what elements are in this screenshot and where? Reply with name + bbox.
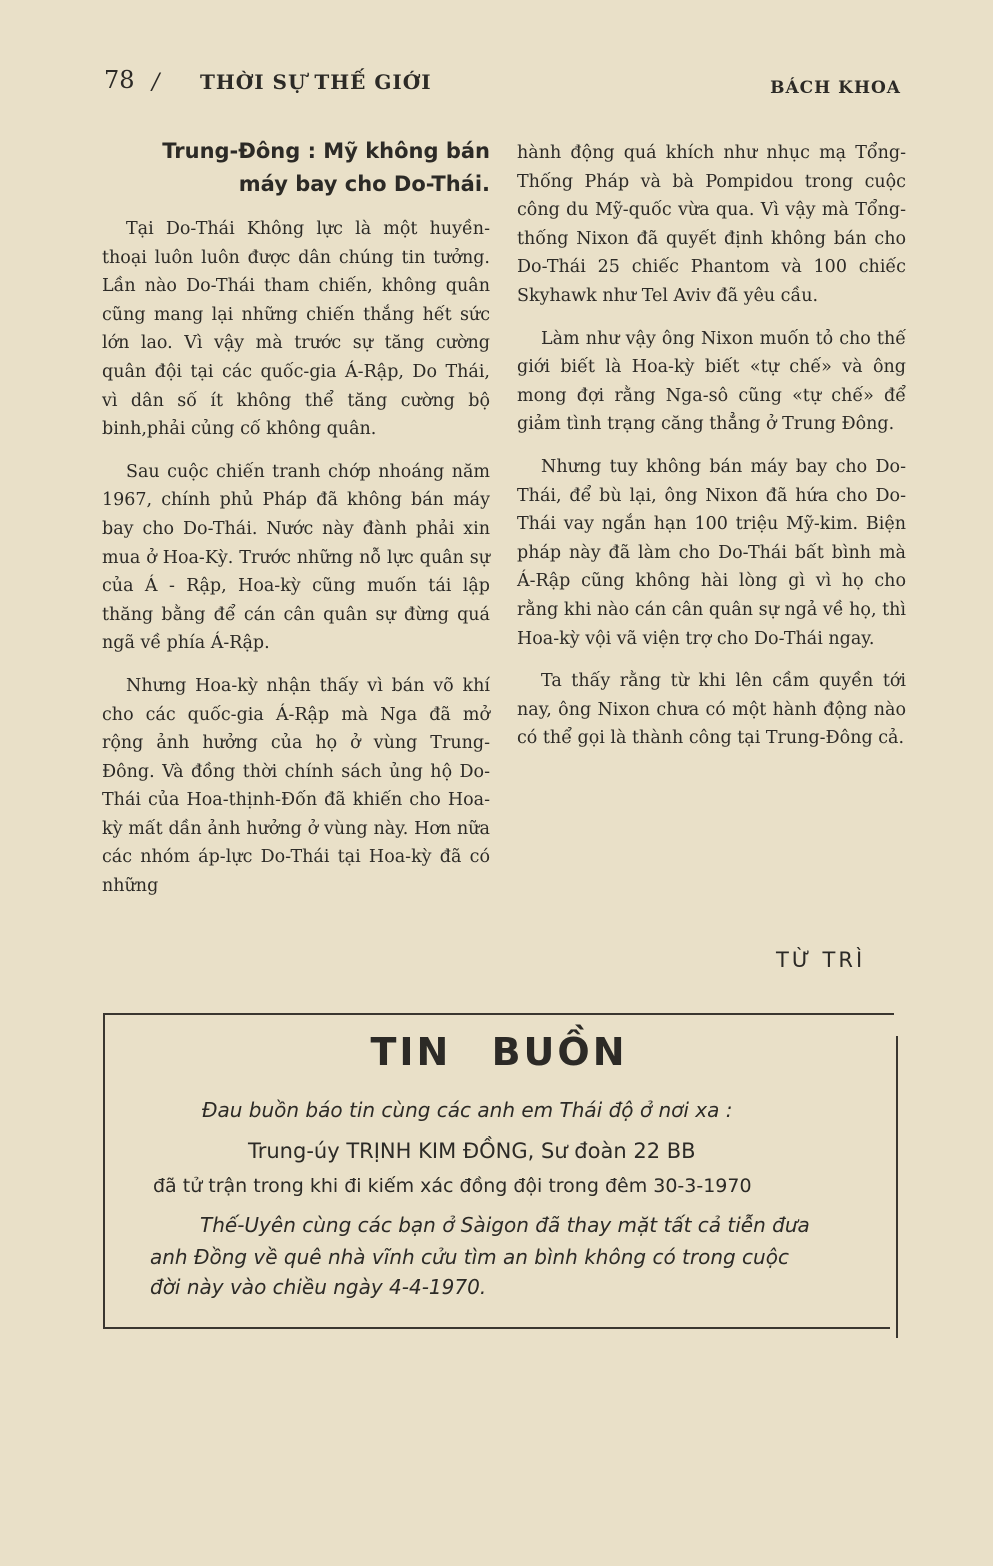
notice-line-4: Thế-Uyên cùng các bạn ở Sàigon đã thay mặt tất cả tiễn đưa [200,1213,810,1237]
article-paragraph: Nhưng tuy không bán máy bay cho Do-Thái, để bù lại, ông Nixon đã hứa cho Do-Thái vay ngắn hạn 100 triệu Mỹ-kim. Biện pháp này đã làm cho Do-Thái bất bình mà Á-Rập cũng không hài lòng gì vì họ cho rằng khi nào cán cân quân sự ngả về họ, thì Hoa-kỳ vội vã viện trợ cho Do-Thái ngay. [517,456,906,649]
magazine-name: BÁCH KHOA [770,78,901,98]
header-separator: / [152,70,160,95]
article-column-left [102,135,490,915]
article-title [102,135,490,201]
article-author: TỪ TRÌ [776,948,866,972]
article-paragraph: Tại Do-Thái Không lực là một huyền-thoại luôn luôn được dân chúng tin tưởng. Lần nào Do-Thái tham chiến, không quân cũng mang lại những chiến thắng hết sức lớn lao. Vì vậy mà trước sự tăng cường quân đội tại các quốc-gia Á-Rập, Do Thái, vì dân số ít không thể tăng cường bộ binh,phải củng cố không quân. [102,219,490,440]
article-paragraph-continued: hành động quá khích như nhục mạ Tổng-Thống Pháp và bà Pompidou trong cuộc công du Mỹ-quốc vừa qua. Vì vậy mà Tổng-thống Nixon đã quyết định không bán cho Do-Thái 25 chiếc Phantom và 100 chiếc Skyhawk như Tel Aviv đã yêu cầu. [517,143,906,306]
notice-line-3: đã tử trận trong khi đi kiếm xác đồng đội trong đêm 30-3-1970 [153,1175,752,1197]
notice-line-6: đời này vào chiều ngày 4-4-1970. [150,1275,487,1299]
notice-title: TIN BUỒN [370,1030,628,1074]
notice-border-right [896,1036,898,1338]
article-paragraph: Làm như vậy ông Nixon muốn tỏ cho thế giới biết là Hoa-kỳ biết «tự chế» và ông mong đợi rằng Nga-sô cũng «tự chế» để giảm tình trạng căng thẳng ở Trung Đông. [517,328,906,435]
page-number: 78 [104,66,135,94]
article-title-line-2: máy bay cho Do-Thái. [238,172,490,196]
article-paragraph: Ta thấy rằng từ khi lên cầm quyền tới nay, ông Nixon chưa có một hành động nào có thể gọi là thành công tại Trung-Đông cả. [517,671,906,749]
article-paragraph: Nhưng Hoa-kỳ nhận thấy vì bán võ khí cho các quốc-gia Á-Rập mà Nga đã mở rộng ảnh hưởng của họ ở vùng Trung-Đông. Và đồng thời chính sách ủng hộ Do-Thái của Hoa-thịnh-Đốn đã khiến cho Hoa-kỳ mất dần ảnh hưởng ở vùng này. Hơn nữa các nhóm áp-lực Do-Thái tại Hoa-kỳ đã có những [102,675,490,897]
notice-border-bottom [104,1327,890,1329]
page-header [104,66,901,102]
notice-line-2: Trung-úy TRỊNH KIM ĐỒNG, Sư đoàn 22 BB [248,1139,696,1163]
article-paragraph: Sau cuộc chiến tranh chớp nhoáng năm 1967, chính phủ Pháp đã không bán máy bay cho Do-Thái. Nước này đành phải xin mua ở Hoa-Kỳ. Trước những nỗ lực quân sự của Á - Rập, Hoa-kỳ cũng muốn tái lập thăng bằng để cán cân quân sự đừng quá ngã về phía Á-Rập. [102,461,490,654]
notice-line-5: anh Đồng về quê nhà vĩnh cửu tìm an bình không có trong cuộc [150,1245,789,1269]
section-title: THỜI SỰ THẾ GIỚI [200,70,432,94]
notice-border-top [104,1013,894,1015]
article-column-right [517,139,906,767]
notice-line-1: Đau buồn báo tin cùng các anh em Thái độ ở nơi xa : [202,1098,733,1122]
article-title-line-1: Trung-Đông : Mỹ không bán [162,139,490,163]
